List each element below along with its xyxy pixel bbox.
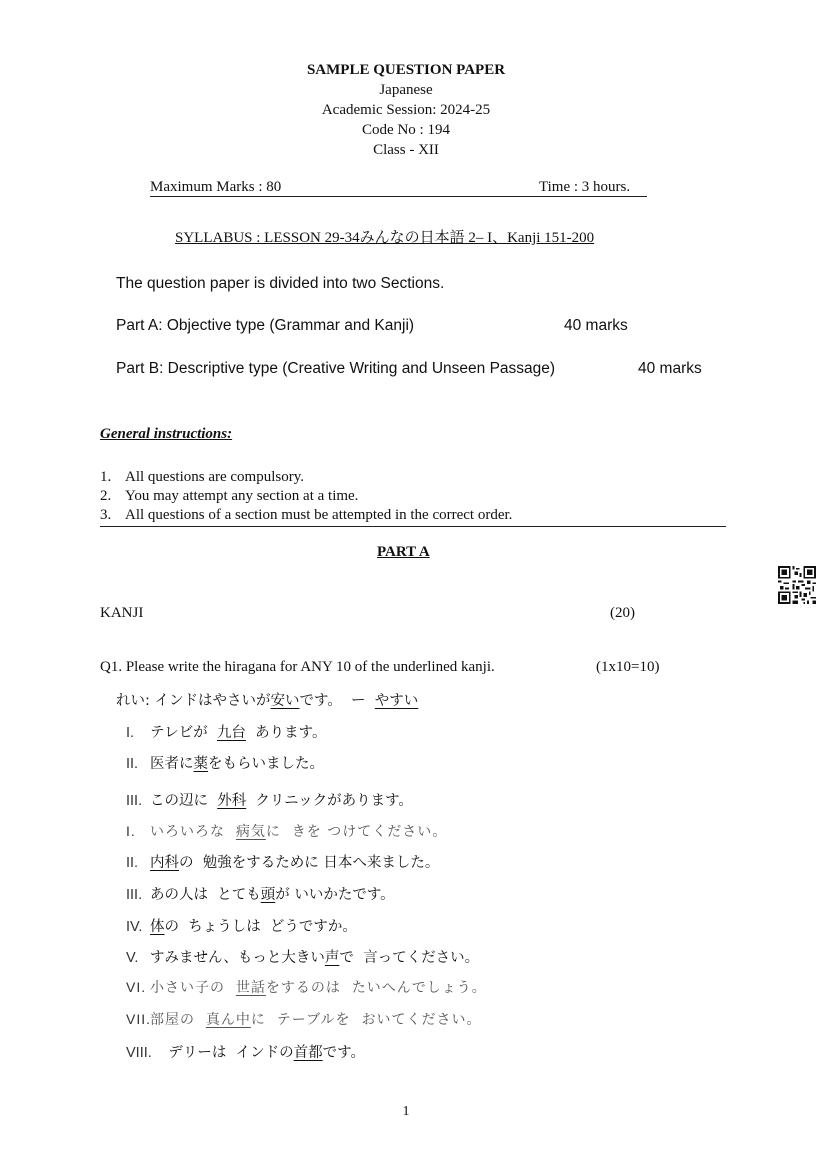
kanji-item — [126, 752, 324, 773]
item-prefix: すみません、もっと大きい — [150, 950, 325, 966]
item-number: II. — [126, 756, 139, 772]
item-number: II. — [126, 855, 139, 871]
kanji-item — [126, 946, 479, 967]
item-suffix: が いいかたです。 — [275, 887, 395, 903]
item-suffix: です。 — [322, 1045, 365, 1061]
item-prefix: あの人は とても — [150, 887, 261, 903]
syllabus-line: SYLLABUS : LESSON 29-34みんなの日本語 2– I、Kanji 151-200 — [175, 230, 595, 246]
item-kanji: 世話 — [235, 980, 266, 996]
item-suffix: に きを つけてください。 — [265, 824, 448, 840]
item-kanji: 首都 — [293, 1045, 323, 1061]
kanji-section-label: KANJI — [100, 605, 144, 621]
item-prefix: テレビが — [150, 725, 217, 741]
question-1-marks: (1x10=10) — [596, 659, 660, 675]
marks-underline — [150, 196, 647, 197]
item-suffix: をもらいました。 — [208, 756, 324, 772]
time-allowed: Time : 3 hours. — [539, 179, 631, 195]
instruction-text: All questions are compulsory. — [125, 469, 304, 485]
instruction-item — [100, 488, 358, 505]
item-prefix: 部屋の — [150, 1012, 206, 1028]
item-kanji: 薬 — [193, 756, 208, 772]
kanji-item — [126, 1041, 365, 1062]
item-suffix: の 勉強をするために 日本へ来ました。 — [179, 855, 440, 871]
question-1-text: Q1. Please write the hiragana for ANY 10 of the underlined kanji. — [100, 659, 495, 675]
item-suffix: の ちょうしは どうですか。 — [164, 919, 357, 935]
item-kanji: 外科 — [217, 793, 247, 809]
kanji-item — [126, 851, 439, 872]
subject-code: Code No : 194 — [362, 122, 450, 138]
instruction-item — [100, 507, 512, 524]
item-prefix: デリーは インドの — [150, 1045, 294, 1061]
item-number: I. — [126, 823, 136, 839]
item-kanji: 頭 — [260, 887, 276, 903]
item-number: III. — [126, 793, 143, 809]
item-number: III. — [126, 887, 143, 903]
item-kanji: 体 — [150, 919, 165, 935]
qr-code-icon — [778, 566, 816, 604]
item-kanji: 真ん中 — [205, 1012, 251, 1028]
kanji-item — [126, 789, 413, 810]
kanji-item — [126, 977, 487, 997]
item-kanji: 病気 — [235, 824, 266, 840]
kanji-item — [126, 1009, 481, 1029]
part-b-marks: 40 marks — [638, 360, 702, 377]
item-number: IV. — [126, 919, 143, 935]
item-prefix: いろいろな — [150, 824, 236, 840]
paper-title: SAMPLE QUESTION PAPER — [306, 62, 506, 78]
part-b-description: Part B: Descriptive type (Creative Writing and Unseen Passage) — [116, 360, 556, 377]
item-suffix: に テーブルを おいてください。 — [250, 1012, 482, 1028]
instruction-text: All questions of a section must be attempted in the correct order. — [125, 507, 513, 523]
maximum-marks: Maximum Marks : 80 — [150, 179, 282, 195]
page-number: 1 — [402, 1104, 410, 1119]
item-number: VII. — [126, 1011, 152, 1027]
section-divider — [100, 526, 726, 527]
kanji-section-marks: (20) — [610, 605, 635, 621]
example-answer: やすい — [374, 693, 419, 709]
example-prefix: れい: インドはやさいが — [116, 693, 271, 709]
general-instructions-heading: General instructions: — [100, 426, 233, 442]
item-number: VI. — [126, 979, 147, 995]
instruction-item — [100, 469, 304, 486]
part-a-description: Part A: Objective type (Grammar and Kanji) — [116, 317, 415, 334]
item-prefix: 医者に — [150, 756, 194, 772]
instruction-number: 1. — [100, 469, 112, 485]
item-prefix: 小さい子の — [150, 980, 236, 996]
item-number: I. — [126, 725, 135, 741]
item-kanji: 声 — [324, 950, 340, 966]
example-suffix: です。 ー — [299, 693, 375, 709]
kanji-item — [126, 821, 447, 841]
sections-intro: The question paper is divided into two Sections. — [116, 275, 445, 292]
part-a-marks: 40 marks — [564, 317, 628, 334]
class-label: Class - XII — [373, 142, 439, 158]
instruction-text: You may attempt any section at a time. — [125, 488, 359, 504]
instruction-number: 2. — [100, 488, 112, 504]
kanji-item — [126, 915, 357, 936]
item-number: V. — [126, 950, 139, 966]
item-number: VIII. — [126, 1045, 152, 1061]
item-suffix: をするのは たいへんでしょう。 — [265, 980, 487, 996]
item-kanji: 内科 — [150, 855, 179, 871]
example-kanji: 安い — [270, 693, 300, 709]
kanji-item — [126, 721, 327, 742]
item-prefix: この辺に — [150, 793, 218, 809]
item-suffix: で 言ってください。 — [339, 950, 480, 966]
item-kanji: 九台 — [216, 725, 246, 741]
academic-session: Academic Session: 2024-25 — [321, 102, 491, 118]
example-line — [116, 689, 418, 710]
kanji-item — [126, 883, 395, 904]
part-a-title: PART A — [377, 544, 430, 560]
instruction-number: 3. — [100, 507, 112, 523]
item-suffix: クリニックがあります。 — [246, 793, 413, 809]
subject-name: Japanese — [379, 82, 433, 98]
item-suffix: あります。 — [245, 725, 327, 741]
